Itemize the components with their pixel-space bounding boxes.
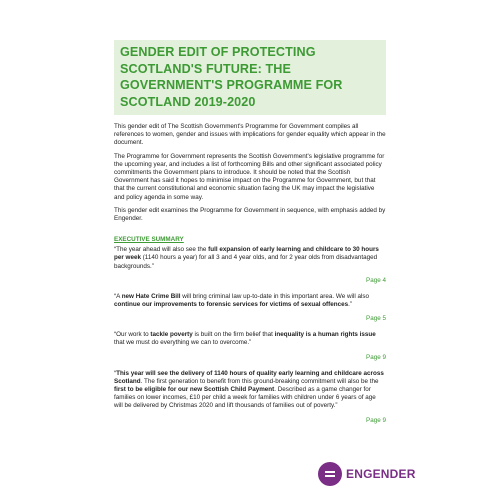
quote-4 (114, 370, 386, 411)
quote-text: . Described as a game changer for families on lower incomes, £10 per child a week for families with children under 6 years of age will be delivered by Christmas 2020 and lift thousands of families out of poverty.” (114, 386, 376, 410)
page-reference: Page 9 (366, 416, 386, 424)
intro-paragraph-3: This gender edit examines the Programme for Government in sequence, with emphasis added by Engender. (114, 206, 386, 223)
logo-text: ENGENDER (346, 467, 416, 481)
document-page (114, 40, 386, 433)
document-title: GENDER EDIT OF PROTECTING SCOTLAND'S FUTURE: THE GOVERNMENT'S PROGRAMME FOR SCOTLAND 2019-2020 (120, 45, 343, 109)
page-reference: Page 4 (366, 276, 386, 284)
intro-paragraph-1: This gender edit of The Scottish Government's Programme for Government compiles all references to women, gender and issues with implications for gender equality which appear in the document. (114, 123, 386, 147)
quote-text: is built on the firm belief that (192, 331, 275, 339)
page-reference: Page 9 (366, 353, 386, 361)
quote-text: “Our work to (114, 331, 151, 339)
quote-3 (114, 331, 386, 347)
quote-block-1 (114, 246, 386, 285)
section-heading: EXECUTIVE SUMMARY (114, 236, 184, 244)
quote-text: “A (114, 292, 122, 300)
emphasis-text: new Hate Crime Bill (121, 292, 181, 300)
title-box (114, 40, 386, 115)
emphasis-text: tackle poverty (150, 331, 193, 339)
quote-text: . The first generation to benefit from this ground-breaking commitment will also be the (140, 377, 379, 385)
quote-text: “ (114, 369, 117, 377)
equals-icon (318, 462, 342, 486)
intro-paragraph-2: The Programme for Government represents the Scottish Government's legislative programme for the upcoming year, and includes a list of forthcoming Bills and other significant associated policy commitments the Government plans to introduce. It should be noted that the Scottish Government has said it hopes to minimise impact on the Programme for Government, but that that the current constitutional and economic situation facing the UK may impact the legislative and policy agenda in some way. (114, 152, 385, 201)
engender-logo (318, 462, 418, 488)
quote-text: “The year ahead will also see the (114, 246, 209, 254)
quote-block-2 (114, 293, 386, 323)
quote-2 (114, 293, 386, 309)
quote-block-4 (114, 370, 386, 425)
quote-text: that we must do everything we can to overcome.” (114, 339, 252, 347)
emphasis-text: first to be eligible for our new Scottish Child Payment (114, 386, 275, 394)
page-reference: Page 5 (366, 315, 386, 323)
emphasis-text: full expansion of early learning and childcare to 30 hours per week (114, 246, 379, 262)
emphasis-text: continue our improvements to forensic services for victims of sexual offences (114, 301, 349, 309)
quote-text: .” (348, 301, 352, 309)
quote-1 (114, 246, 386, 271)
emphasis-text: This year will see the delivery of 1140 hours of quality early learning and childcare across Scotland (114, 369, 384, 385)
emphasis-text: inequality is a human rights issue (274, 331, 376, 339)
quote-text: will bring criminal law up-to-date in this important area. We will also (180, 292, 370, 300)
quote-text: (1140 hours a year) for all 3 and 4 year olds, and for 2 year olds from disadvantaged backgrounds.” (114, 254, 378, 270)
quote-block-3 (114, 331, 386, 361)
